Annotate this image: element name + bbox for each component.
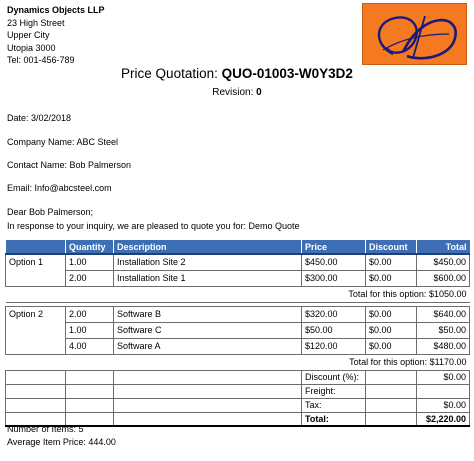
row-price: $120.00	[302, 338, 366, 354]
quotation-number: QUO-01003-W0Y3D2	[221, 66, 353, 81]
summary-total-value: $2,220.00	[417, 412, 470, 426]
row-total: $640.00	[417, 306, 470, 322]
row-discount: $0.00	[366, 338, 417, 354]
revision-value: 0	[256, 87, 262, 98]
row-total: $50.00	[417, 322, 470, 338]
company-logo	[362, 3, 467, 65]
row-discount: $0.00	[366, 306, 417, 322]
row-price: $450.00	[302, 254, 366, 270]
quote-items-table	[5, 240, 470, 427]
option-total-value: $1170.00	[429, 357, 467, 367]
average-item-price: Average Item Price: 444.00	[7, 437, 116, 447]
company-name: Dynamics Objects LLP	[7, 5, 105, 15]
row-quantity: 1.00	[66, 254, 114, 270]
summary-tax-value: $0.00	[417, 398, 470, 412]
table-row	[6, 254, 470, 270]
intro-text: In response to your inquiry, we are pleased to quote you for: Demo Quote	[7, 221, 300, 231]
option-total-label: Total for this option:	[348, 289, 427, 299]
footer-stats	[7, 423, 116, 449]
company-address-line1: 23 High Street	[7, 17, 65, 28]
summary-freight-row	[6, 384, 470, 398]
row-discount: $0.00	[366, 322, 417, 338]
company-address-line3: Utopia 3000	[7, 42, 56, 53]
row-price: $320.00	[302, 306, 366, 322]
table-row	[6, 270, 470, 286]
table-row	[6, 338, 470, 354]
company-phone: Tel: 001-456-789	[7, 55, 75, 65]
header-discount: Discount	[366, 240, 417, 254]
header-quantity: Quantity	[66, 240, 114, 254]
summary-discount-value: $0.00	[417, 370, 470, 384]
option-total-row	[6, 286, 470, 302]
row-description: Software C	[114, 322, 302, 338]
option-label: Option 2	[6, 306, 66, 354]
company-address-block	[7, 4, 105, 67]
option-total	[6, 354, 470, 370]
row-description: Installation Site 1	[114, 270, 302, 286]
table-row	[6, 322, 470, 338]
header-option	[6, 240, 66, 254]
row-price: $300.00	[302, 270, 366, 286]
row-quantity: 2.00	[66, 306, 114, 322]
row-total: $600.00	[417, 270, 470, 286]
table-row	[6, 306, 470, 322]
option-total-label: Total for this option:	[349, 357, 428, 367]
quotation-title	[0, 66, 474, 81]
summary-freight-label: Freight:	[302, 384, 366, 398]
option-label: Option 1	[6, 254, 66, 286]
summary-discount-row	[6, 370, 470, 384]
row-total: $480.00	[417, 338, 470, 354]
summary-discount-label: Discount (%):	[302, 370, 366, 384]
customer-email: Email: Info@abcsteel.com	[7, 183, 112, 193]
table-header-row	[6, 240, 470, 254]
row-total: $450.00	[417, 254, 470, 270]
header-description: Description	[114, 240, 302, 254]
row-price: $50.00	[302, 322, 366, 338]
revision-line	[0, 87, 474, 98]
option-total-value: $1050.00	[428, 289, 467, 299]
number-of-items: Number of Items: 5	[7, 424, 84, 434]
row-quantity: 1.00	[66, 322, 114, 338]
customer-company-name: Company Name: ABC Steel	[7, 137, 119, 147]
logo-monogram-icon	[363, 4, 467, 65]
summary-tax-label: Tax:	[302, 398, 366, 412]
quote-date: Date: 3/02/2018	[7, 113, 72, 123]
row-description: Installation Site 2	[114, 254, 302, 270]
option-total	[6, 286, 470, 302]
row-description: Software A	[114, 338, 302, 354]
option-total-row	[6, 354, 470, 370]
row-quantity: 2.00	[66, 270, 114, 286]
row-discount: $0.00	[366, 270, 417, 286]
customer-contact-name: Contact Name: Bob Palmerson	[7, 160, 132, 170]
greeting: Dear Bob Palmerson;	[7, 207, 94, 217]
header-price: Price	[302, 240, 366, 254]
summary-tax-row	[6, 398, 470, 412]
summary-total-label: Total:	[302, 412, 366, 426]
row-description: Software B	[114, 306, 302, 322]
company-address-line2: Upper City	[7, 30, 50, 40]
row-discount: $0.00	[366, 254, 417, 270]
header-total: Total	[417, 240, 470, 254]
quotation-title-prefix: Price Quotation:	[121, 66, 218, 81]
revision-label: Revision:	[212, 87, 254, 98]
row-quantity: 4.00	[66, 338, 114, 354]
